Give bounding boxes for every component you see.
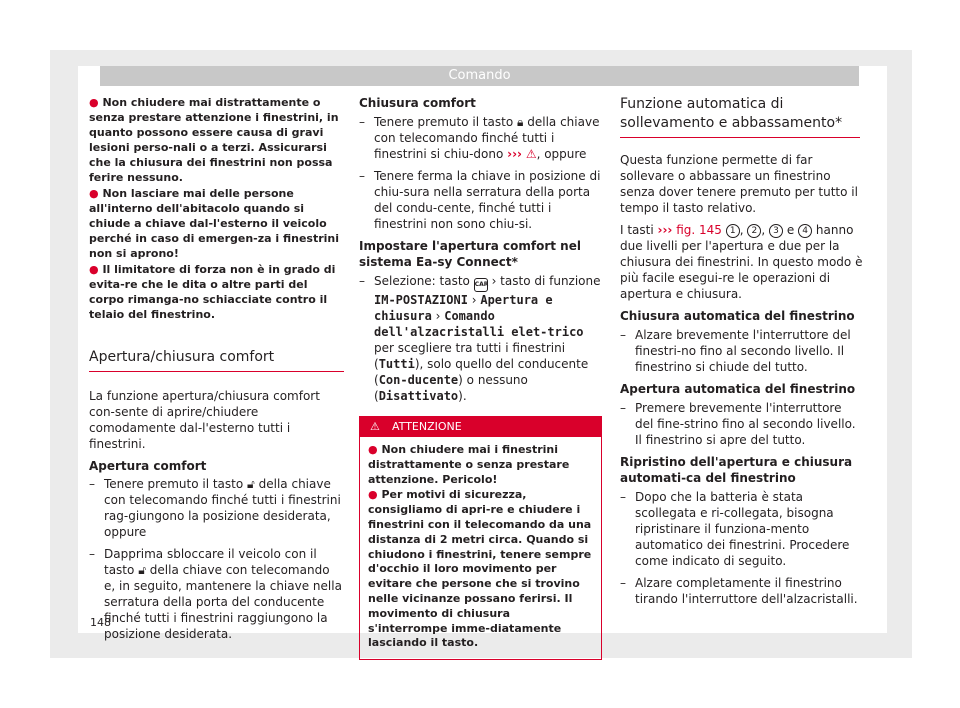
column-3 bbox=[620, 95, 863, 607]
header-title: Comando bbox=[448, 68, 511, 83]
sub-title: Impostare l'apertura comfort nel sistema Ea-sy Connect* bbox=[359, 239, 581, 269]
arrow-ref-icon: ››› bbox=[507, 147, 522, 161]
attention-item: ● Per motivi di sicurezza, consigliamo di apri-re e chiudere i finestrini con il telecomando da una distanza di 2 metri circa. Quando si chiudono i finestrini, tenere sempre d'occhio il loro movimento per evitare che persone che si trovino nelle vicinanze possano ferirsi. Il movimento di chiusura s'interrompe imme-diatamente lasciando il tasto. bbox=[368, 488, 592, 650]
bullet-icon: ● bbox=[89, 96, 99, 109]
section-rule bbox=[89, 371, 344, 372]
list-item: – Dopo che la batteria è stata scollegata e ri-collegata, bisogna ripristinare il funziona-mento automatico dei finestrini. Procedere come indicato di seguito. bbox=[620, 490, 850, 568]
attention-body bbox=[360, 437, 601, 659]
sub-title: Chiusura automatica del finestrino bbox=[620, 309, 855, 323]
figure-link[interactable]: fig. 145 bbox=[676, 223, 722, 237]
column-1 bbox=[89, 95, 344, 642]
list-item: – Alzare brevemente l'interruttore del finestri-no fino al secondo livello. Il finestrino si chiude del tutto. bbox=[620, 328, 851, 374]
list-item: – Tenere ferma la chiave in posizione di chiu-sura nella serratura della porta del condu-cente, finché tutti i finestrini non sono chiu-si. bbox=[359, 169, 601, 231]
callout-3: 3 bbox=[769, 224, 783, 238]
section-rule bbox=[620, 137, 860, 138]
sub-title: Ripristino dell'apertura e chiusura automati-ca del finestrino bbox=[620, 455, 853, 485]
list-item: – Premere brevemente l'interruttore del fine-strino fino al secondo livello. Il finestrino si apre del tutto. bbox=[620, 401, 856, 447]
callout-2: 2 bbox=[747, 224, 761, 238]
arrow-ref-icon: ››› bbox=[657, 223, 673, 237]
warning-item: ● Il limitatore di forza non è in grado di evita-re che le dita o altre parti del corpo rimanga-no schiacciate contro il telaio del finestrino. bbox=[89, 263, 336, 321]
intro-text: Questa funzione permette di far sollevare o abbassare un finestrino senza dover tenere premuto per tutto il tempo il tasto relativo. bbox=[620, 153, 858, 215]
warning-continuation bbox=[89, 95, 344, 322]
warning-item: ● Non lasciare mai delle persone all'interno dell'abitacolo quando si chiude a chiave dal-l'esterno il veicolo perché in caso di emergen-za i finestrini non si aprono! bbox=[89, 187, 340, 260]
car-key-icon: CAR bbox=[474, 278, 488, 292]
list-item: – Tenere premuto il tasto 🔓︎ della chiave con telecomando finché tutti i finestrini rag-giungono la posizione desiderata, oppure bbox=[89, 477, 341, 539]
unlock-key-icon: 🔓︎ bbox=[247, 477, 255, 491]
callout-4: 4 bbox=[798, 224, 812, 238]
warning-triangle-icon: ⚠ bbox=[370, 420, 380, 433]
attention-box bbox=[359, 416, 602, 660]
list-item: – Selezione: tasto CAR › tasto di funzione IM-POSTAZIONI › Apertura e chiusura › Comando dell'alzacristalli elet-trico per scegliere tra tutti i finestrini (Tutti), solo quello del conducente (Con-ducente) o nessuno (Disattivato). bbox=[359, 274, 601, 403]
column-2 bbox=[359, 95, 602, 660]
section-title: Funzione automatica di sollevamento e abbassamento* bbox=[620, 96, 843, 131]
bullet-icon: ● bbox=[368, 443, 378, 456]
section-title: Apertura/chiusura comfort bbox=[89, 349, 275, 365]
attention-item: ● Non chiudere mai i finestrini distrattamente o senza prestare attenzione. Pericolo! bbox=[368, 443, 570, 486]
page-number: 148 bbox=[90, 616, 111, 629]
list-item: – Tenere premuto il tasto 🔒︎ della chiave con telecomando finché tutti i finestrini si chiu-dono ››› ⚠, oppure bbox=[359, 115, 600, 161]
lock-key-icon: 🔒︎ bbox=[517, 115, 524, 129]
warning-triangle-icon: ⚠ bbox=[525, 147, 537, 161]
list-item: – Alzare completamente il finestrino tirando l'interruttore dell'alzacristalli. bbox=[620, 576, 858, 606]
callout-1: 1 bbox=[726, 224, 740, 238]
attention-header bbox=[360, 417, 601, 437]
warning-item: ● Non chiudere mai distrattamente o senza prestare attenzione i finestrini, in quanto possono essere causa di gravi lesioni perso-nali o a terzi. Assicurarsi che la chiusura dei finestrini non possa ferire nessuno. bbox=[89, 96, 339, 184]
bullet-icon: ● bbox=[89, 263, 99, 276]
page-header bbox=[100, 66, 859, 86]
sub-title: Apertura comfort bbox=[89, 459, 207, 473]
sub-title: Chiusura comfort bbox=[359, 96, 476, 110]
intro-text: La funzione apertura/chiusura comfort con-sente di aprire/chiudere comodamente dal-l'esterno tutti i finestrini. bbox=[89, 389, 320, 451]
keys-text: I tasti ››› fig. 145 1 , 2 , 3 e 4 hanno due livelli per l'apertura e due per la chiusura dei finestrini. In questo modo è più facile esegui-re le operazioni di apertura e chiusura. bbox=[620, 223, 863, 301]
attention-title: ATTENZIONE bbox=[392, 420, 462, 433]
sub-title: Apertura automatica del finestrino bbox=[620, 382, 856, 396]
bullet-icon: ● bbox=[368, 488, 378, 502]
bullet-icon: ● bbox=[89, 187, 99, 200]
list-item: – Dapprima sbloccare il veicolo con il tasto 🔓︎ della chiave con telecomando e, in seguito, mantenere la chiave nella serratura della porta del conducente finché tutti i finestrini raggiungono la posizione desiderata. bbox=[89, 547, 342, 641]
unlock-key-icon: 🔓︎ bbox=[138, 563, 146, 577]
